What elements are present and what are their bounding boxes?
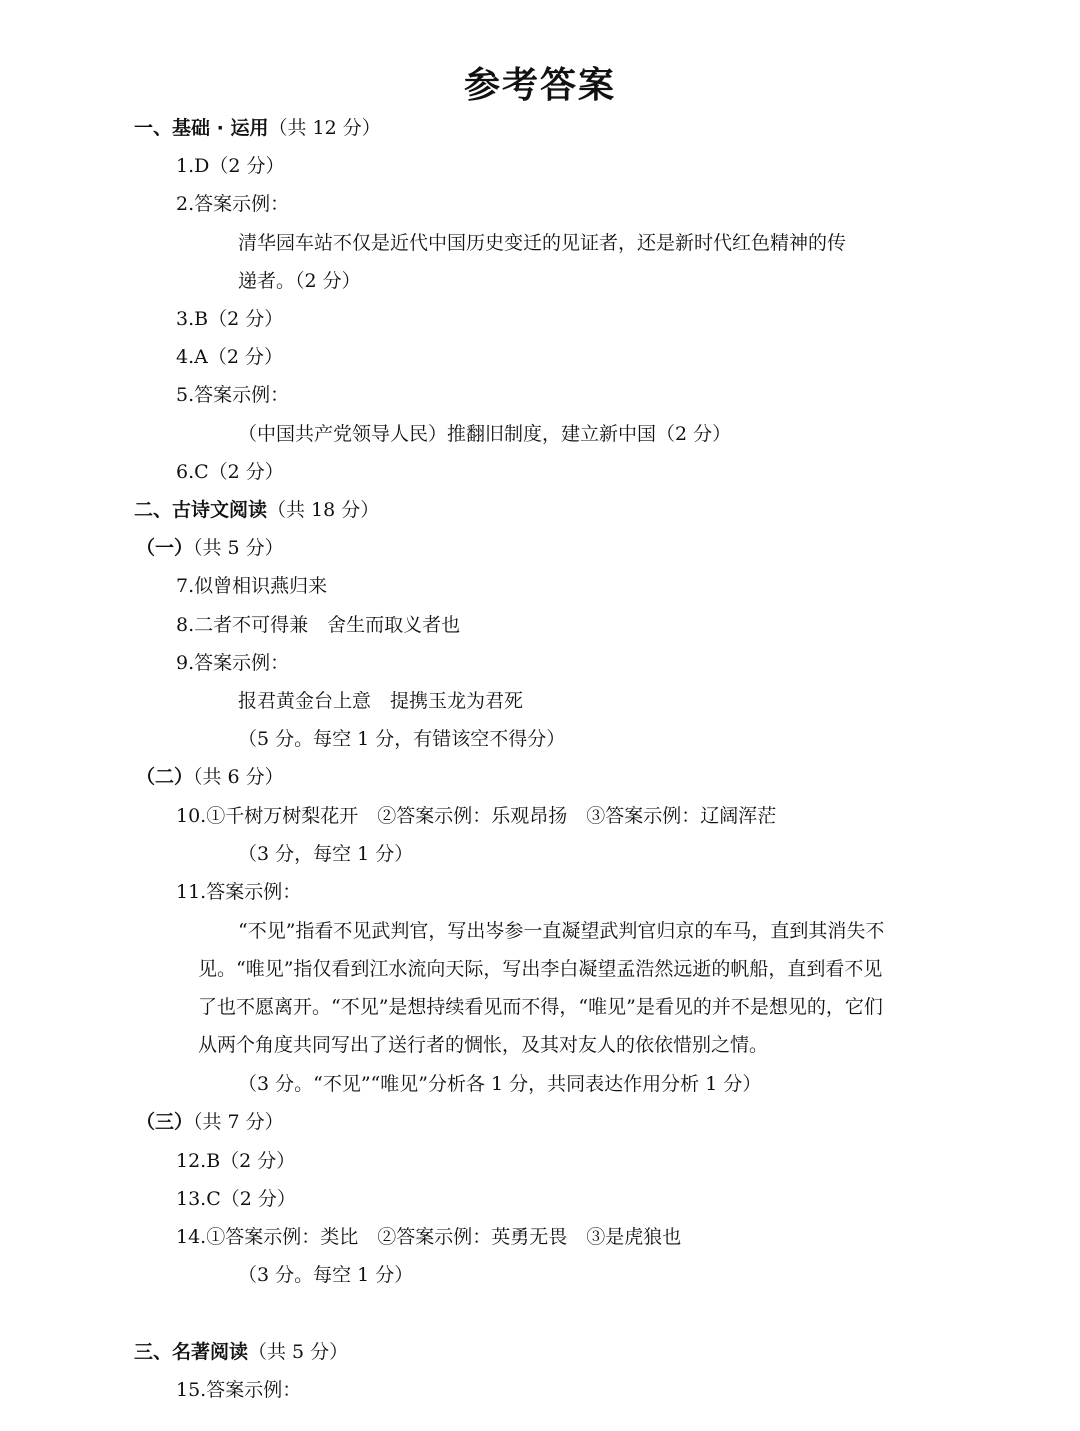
answer-8: 8.二者不可得兼 舍生而取义者也: [176, 614, 461, 636]
answer-11-line-4: 从两个角度共同写出了送行者的惆怅，及其对友人的依依惜别之情。: [198, 1034, 769, 1056]
section-title: 二、古诗文阅读: [134, 499, 268, 521]
section-heading-3: [134, 1338, 348, 1366]
subsection-label: （一）: [136, 537, 194, 559]
section-heading-1: [134, 114, 381, 142]
subsection-label: （二）: [136, 766, 194, 788]
answer-11-line-1: “不见”指看不见武判官，写出岑参一直凝望武判官归京的车马，直到其消失不: [238, 920, 885, 942]
answer-3: 3.B（2 分）: [176, 308, 284, 330]
answer-12: 12.B（2 分）: [176, 1150, 296, 1172]
section-title: 三、名著阅读: [134, 1341, 249, 1363]
answer-11-line-2: 见。“唯见”指仅看到江水流向天际，写出李白凝望孟浩然远逝的帆船，直到看不见: [198, 958, 883, 980]
answer-13: 13.C（2 分）: [176, 1188, 296, 1210]
answer-7: 7.似曾相识燕归来: [176, 575, 328, 597]
answer-4: 4.A（2 分）: [176, 346, 283, 368]
answer-5: 5.答案示例：: [176, 384, 290, 406]
subsection-heading-1: [136, 534, 284, 562]
answer-11: 11.答案示例：: [176, 881, 302, 903]
subsection-score: （共 7 分）: [193, 1111, 284, 1133]
answer-14: 14.①答案示例：类比 ②答案示例：英勇无畏 ③是虎狼也: [176, 1226, 682, 1248]
answer-2-text-cont: 递者。（2 分）: [238, 270, 361, 292]
answer-15: 15.答案示例：: [176, 1379, 302, 1401]
subsection-score: （共 5 分）: [193, 537, 284, 559]
answer-2-text: 清华园车站不仅是近代中国历史变迁的见证者，还是新时代红色精神的传: [238, 232, 847, 254]
answer-14-note: （3 分。每空 1 分）: [238, 1264, 414, 1286]
subsection-score: （共 6 分）: [193, 766, 284, 788]
subsection-heading-3: [136, 1108, 284, 1136]
answer-11-note: （3 分。“不见”“唯见”分析各 1 分，共同表达作用分析 1 分）: [238, 1073, 762, 1095]
section-heading-2: [134, 496, 379, 524]
answer-9-note: （5 分。每空 1 分，有错该空不得分）: [238, 728, 566, 750]
section-score: （共 18 分）: [267, 499, 380, 521]
answer-10: 10.①千树万树梨花开 ②答案示例：乐观昂扬 ③答案示例：辽阔浑茫: [176, 805, 777, 827]
section-score: （共 5 分）: [248, 1341, 349, 1363]
answer-10-note: （3 分，每空 1 分）: [238, 843, 414, 865]
answer-1: 1.D（2 分）: [176, 155, 285, 177]
answer-6: 6.C（2 分）: [176, 461, 284, 483]
subsection-heading-2: [136, 763, 284, 791]
answer-5-text: （中国共产党领导人民）推翻旧制度，建立新中国（2 分）: [238, 423, 732, 445]
section-title: 一、基础 · 运用: [134, 117, 269, 139]
page-title: 参考答案: [463, 65, 616, 106]
answer-2: 2.答案示例：: [176, 193, 290, 215]
answer-11-line-3: 了也不愿离开。“不见”是想持续看见而不得，“唯见”是看见的并不是想见的，它们: [198, 996, 883, 1018]
section-score: （共 12 分）: [268, 117, 381, 139]
answer-9: 9.答案示例：: [176, 652, 290, 674]
subsection-label: （三）: [136, 1111, 194, 1133]
answer-9-text: 报君黄金台上意 提携玉龙为君死: [238, 690, 524, 712]
